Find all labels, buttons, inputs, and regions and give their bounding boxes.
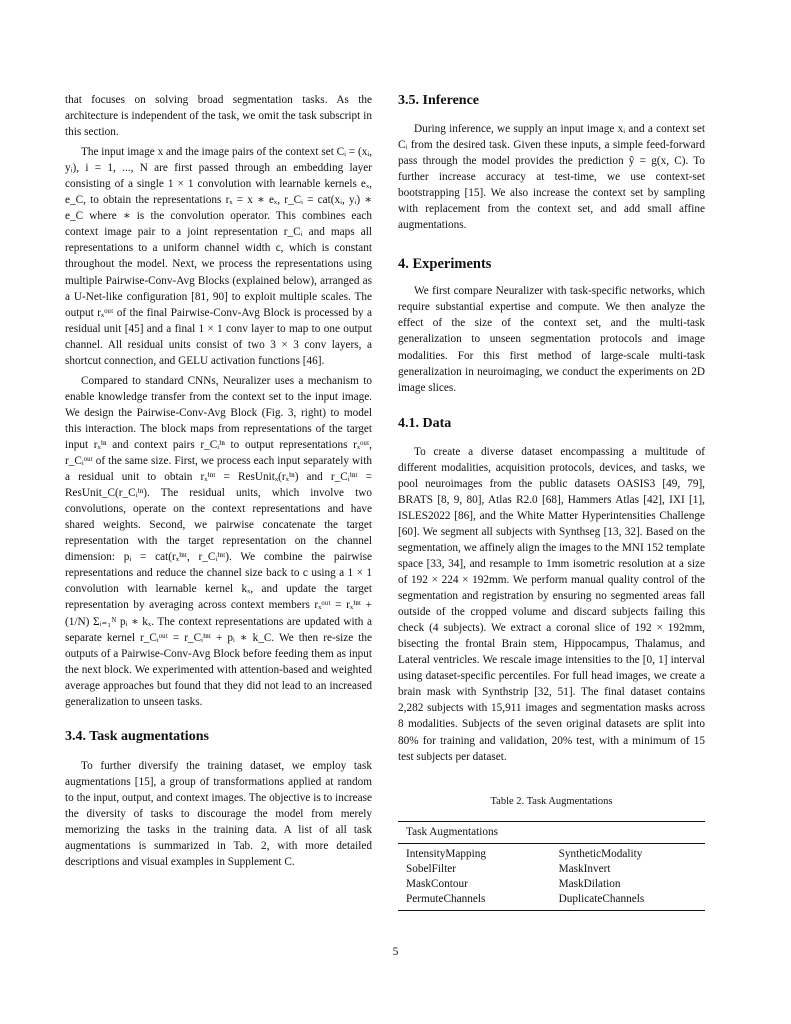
paragraph-inference: During inference, we supply an input image xᵢ and a context set Cᵢ from the desired task. Given these inputs, a simple feed-forward pass through the model provides the prediction ŷ = g(x, C). To further increase accuracy at test-time, we use context-set bootstrapping [15]. We also increase the context set by sampling with replacement from the context set, and add small affine augmentations. <box>398 123 705 232</box>
paragraph-data: To create a diverse dataset encompassing a multitude of different modalities, acquisition protocols, devices, and tasks, we pool neuroimages from the public datasets OASIS3 [49, 79], BRATS [8, 9, 80], Atlas R2.0 [68], Hammers Atlas [42], IXI [1], ISLES2022 [86], and the White Matter Hyperintensities Challenge [60]. We segment all subjects with Synthseg [13, 32]. Based on the segmentation, we affinely align the images to the MNI 152 template space [33, 34], and resample to 1mm isometric resolution at a size of 192 × 224 × 192mm. We perform manual quality control of the segmentation and registration by ensuring no segmented areas fall outside of the cropped volume and discard subjects failing this check (4 subjects). We extract a coronal slice of 192 × 192mm, bisecting the frontal Brain stem, Hippocampus, Thalamus, and Lateral ventricles. We rescale image intensities to the [0, 1] interval using dataset-specific percentiles. For full head images, we create a brain mask with Synthstrip [32, 51]. The final dataset contains 2,282 subjects with 15,911 images and segmentation masks across 8 modalities. Subjects of the seven original datasets are split into 80% for training and validation, 20% test, with a minimum of 15 test subjects per dataset. <box>398 445 705 763</box>
table-row <box>398 877 705 892</box>
table-cell: MaskDilation <box>558 877 621 890</box>
section-heading-task-augmentations: 3.4. Task augmentations <box>65 728 209 744</box>
table-cell: MaskContour <box>406 877 468 890</box>
right-column <box>398 92 705 911</box>
section-heading-data: 4.1. Data <box>398 415 452 431</box>
table-cell: IntensityMapping <box>406 847 486 860</box>
table-row <box>398 843 705 862</box>
left-column <box>65 92 372 870</box>
table-row <box>398 862 705 877</box>
section-heading-inference: 3.5. Inference <box>398 93 479 108</box>
table-header: Task Augmentations <box>406 825 499 838</box>
table-caption: Table 2. Task Augmentations <box>490 795 613 807</box>
table-cell: DuplicateChannels <box>558 892 645 905</box>
page-number: 5 <box>392 946 399 958</box>
paragraph-pairwise-block: Compared to standard CNNs, Neuralizer uses a mechanism to enable knowledge transfer from the context set to the input image. We design the Pairwise-Conv-Avg Block (Fig. 3, right) to model this interaction. The block maps from representations of the target input rₓⁱⁿ and context pairs r_Cᵢⁱⁿ to output representations rₓᵒᵘᵗ, r_Cᵢᵒᵘᵗ of the same size. First, we process each input separately with a residual unit to obtain rₓⁱⁿᵗ = ResUnitₓ(rₓⁱⁿ) and r_Cᵢⁱⁿᵗ = ResUnit_C(r_Cᵢⁱⁿ). The residual units, which involve two convolutions, operate on the context representations and have shared weights. Second, we pairwise concatenate the target representation with the target representation on the channel dimension: pᵢ = cat(rₓⁱⁿᵗ, r_Cᵢⁱⁿᵗ). We combine the pairwise representations and reduce the channel size back to c using a 1 × 1 convolution with learnable kernel kₓ, and update the target representation by averaging across context members rₓᵒᵘᵗ = rₓⁱⁿᵗ + (1/N) Σᵢ₌₁ᴺ pᵢ ∗ kₓ. The context representations are updated with a separate kernel r_Cᵢᵒᵘᵗ = r_Cᵢⁱⁿᵗ + pᵢ ∗ k_C. We then re-size the outputs of a Pairwise-Conv-Avg Block before feeding them as input the next block. We experimented with attention-based and weighted average approaches but found that they did not lead to an increased generalization to unseen tasks. <box>65 374 372 708</box>
table-cell: SobelFilter <box>406 862 456 875</box>
paragraph-intro: that focuses on solving broad segmentation tasks. As the architecture is independent of the task, we omit the task subscript in this section. <box>65 94 372 139</box>
task-augmentations-table <box>398 821 705 911</box>
paragraph-embedding: The input image x and the image pairs of the context set Cᵢ = (xᵢ, yᵢ), i = 1, ..., N are first passed through an embedding layer consisting of a single 1 × 1 convolution with learnable kernels eₓ, e_C, to obtain the representations rₓ = x ∗ eₓ, r_Cᵢ = cat(xᵢ, yᵢ) ∗ e_C where ∗ is the convolution operator. This combines each context image pair to a joint representation r_Cᵢ and maps all representations to a uniform channel width c, which is constant throughout the model. Next, we process the representations using multiple Pairwise-Conv-Avg Blocks (explained below), arranged as a U-Net-like configuration [81, 90] to exploit multiple scales. The output rₓᵒᵘᵗ of the final Pairwise-Conv-Avg Block is processed by a residual unit [45] and a final 1 × 1 conv layer to map to one output channel. All residual units consist of two 3 × 3 conv layers, a shortcut connection, and GELU activation functions [46]. <box>65 146 372 367</box>
paragraph-experiments: We first compare Neuralizer with task-specific networks, which require substantial expertise and compute. We then analyze the effect of the size of the context set, and the multi-task generalization to unseen segmentation protocols and image modalities. For this first method of large-scale multi-task generalization in neuroimaging, we conduct the experiments on 2D image slices. <box>398 285 705 394</box>
table-cell: SyntheticModality <box>558 847 643 860</box>
paragraph-task-augmentations: To further diversify the training dataset, we employ task augmentations [15], a group of transformations applied at random to the input, output, and context images. The objective is to increase the diversity of tasks to discourage the model from merely memorizing the tasks in the training data. A list of all task augmentations is summarized in Tab. 2, with more detailed descriptions and visual examples in Supplement C. <box>65 759 372 869</box>
table-cell: PermuteChannels <box>406 892 486 905</box>
section-heading-experiments: 4. Experiments <box>398 256 492 273</box>
table-cell: MaskInvert <box>558 862 611 875</box>
table-row <box>398 892 705 911</box>
